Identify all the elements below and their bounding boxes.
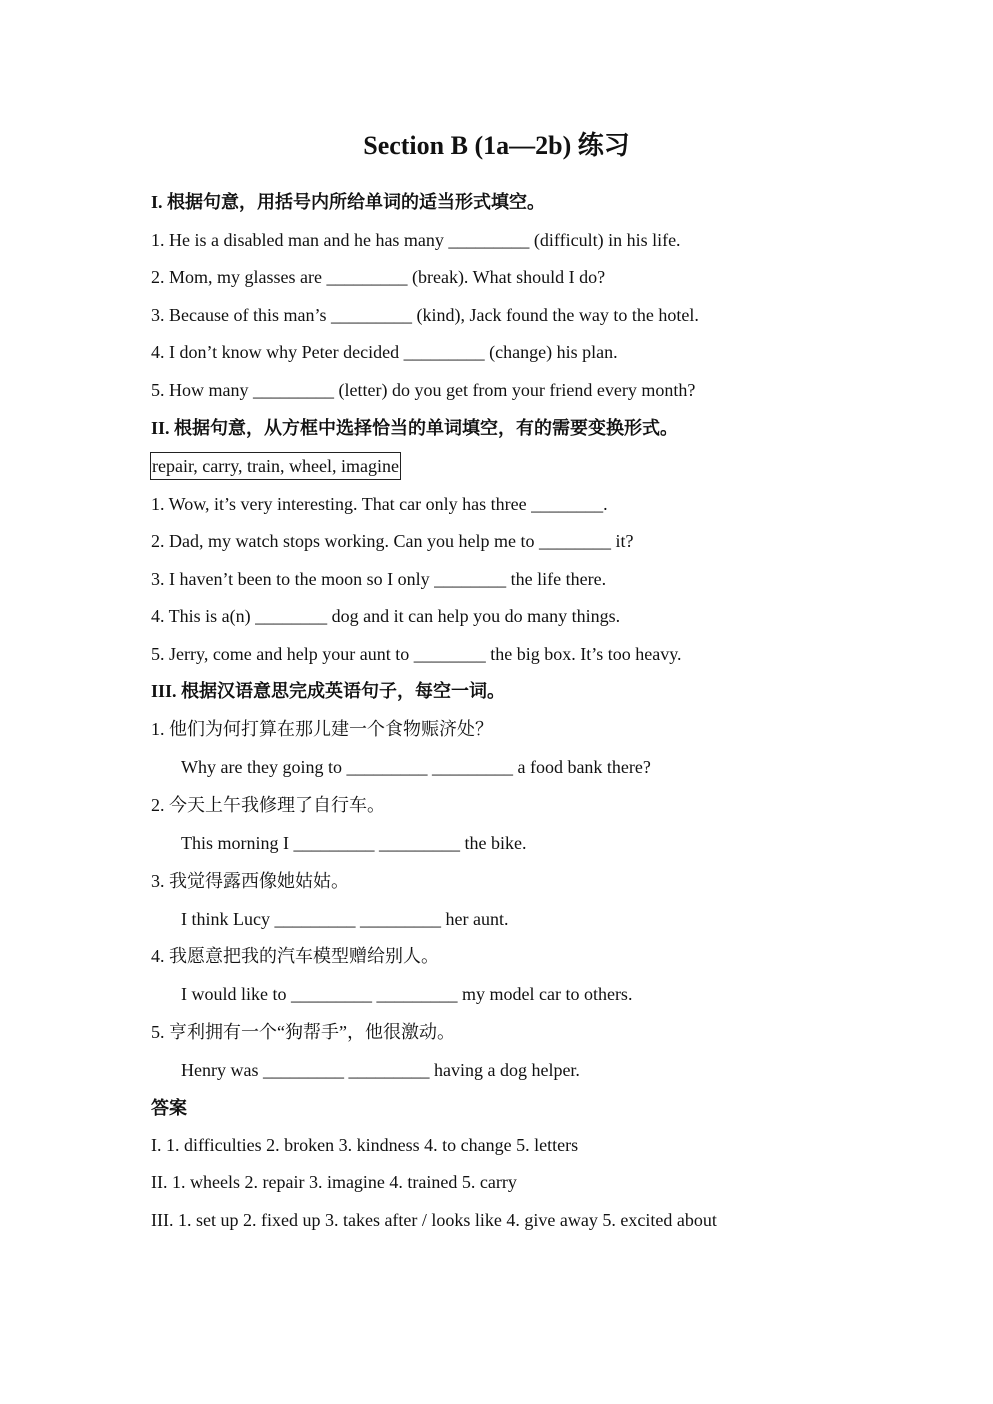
part3-heading: III. 根据汉语意思完成英语句子，每空一词。 [151,681,506,701]
part3-item-5-chinese: 5. 亨利拥有一个“狗帮手”，他很激动。 [151,1022,455,1042]
part3-item-4-chinese: 4. 我愿意把我的汽车模型赠给别人。 [151,946,439,966]
part3-item-5-english: Henry was _________ _________ having a dog helper. [181,1060,580,1080]
part1-heading: I. 根据句意，用括号内所给单词的适当形式填空。 [151,192,546,212]
part2-item-1: 1. Wow, it’s very interesting. That car only has three ________. [151,494,608,514]
part2-heading: II. 根据句意，从方框中选择恰当的单词填空，有的需要变换形式。 [151,418,679,438]
part1-item-3: 3. Because of this man’s _________ (kind), Jack found the way to the hotel. [151,305,699,325]
part2-item-5: 5. Jerry, come and help your aunt to ________ the big box. It’s too heavy. [151,644,682,664]
part1-item-1: 1. He is a disabled man and he has many _________ (difficult) in his life. [151,230,681,250]
answers-part2: II. 1. wheels 2. repair 3. imagine 4. trained 5. carry [151,1172,517,1192]
part3-item-3-chinese: 3. 我觉得露西像她姑姑。 [151,871,349,891]
word-box: repair, carry, train, wheel, imagine [150,452,401,480]
part1-item-2: 2. Mom, my glasses are _________ (break). What should I do? [151,267,606,287]
part3-item-3-english: I think Lucy _________ _________ her aunt. [181,909,509,929]
part3-item-1-english: Why are they going to _________ _________ a food bank there? [181,757,651,777]
page-title: Section B (1a—2b) 练习 [363,131,630,160]
part2-item-2: 2. Dad, my watch stops working. Can you help me to ________ it? [151,531,634,551]
part1-item-5: 5. How many _________ (letter) do you get from your friend every month? [151,380,696,400]
part3-item-4-english: I would like to _________ _________ my model car to others. [181,984,633,1004]
part2-item-3: 3. I haven’t been to the moon so I only ________ the life there. [151,569,607,589]
part3-item-1-chinese: 1. 他们为何打算在那儿建一个食物赈济处？ [151,719,493,739]
answers-part3: III. 1. set up 2. fixed up 3. takes after / looks like 4. give away 5. excited about [151,1210,717,1230]
part3-item-2-chinese: 2. 今天上午我修理了自行车。 [151,795,385,815]
part1-item-4: 4. I don’t know why Peter decided _________ (change) his plan. [151,342,618,362]
answers-part1: I. 1. difficulties 2. broken 3. kindness 4. to change 5. letters [151,1135,579,1155]
answers-heading: 答案 [151,1098,187,1118]
part3-item-2-english: This morning I _________ _________ the bike. [181,833,527,853]
part2-item-4: 4. This is a(n) ________ dog and it can help you do many things. [151,606,621,626]
